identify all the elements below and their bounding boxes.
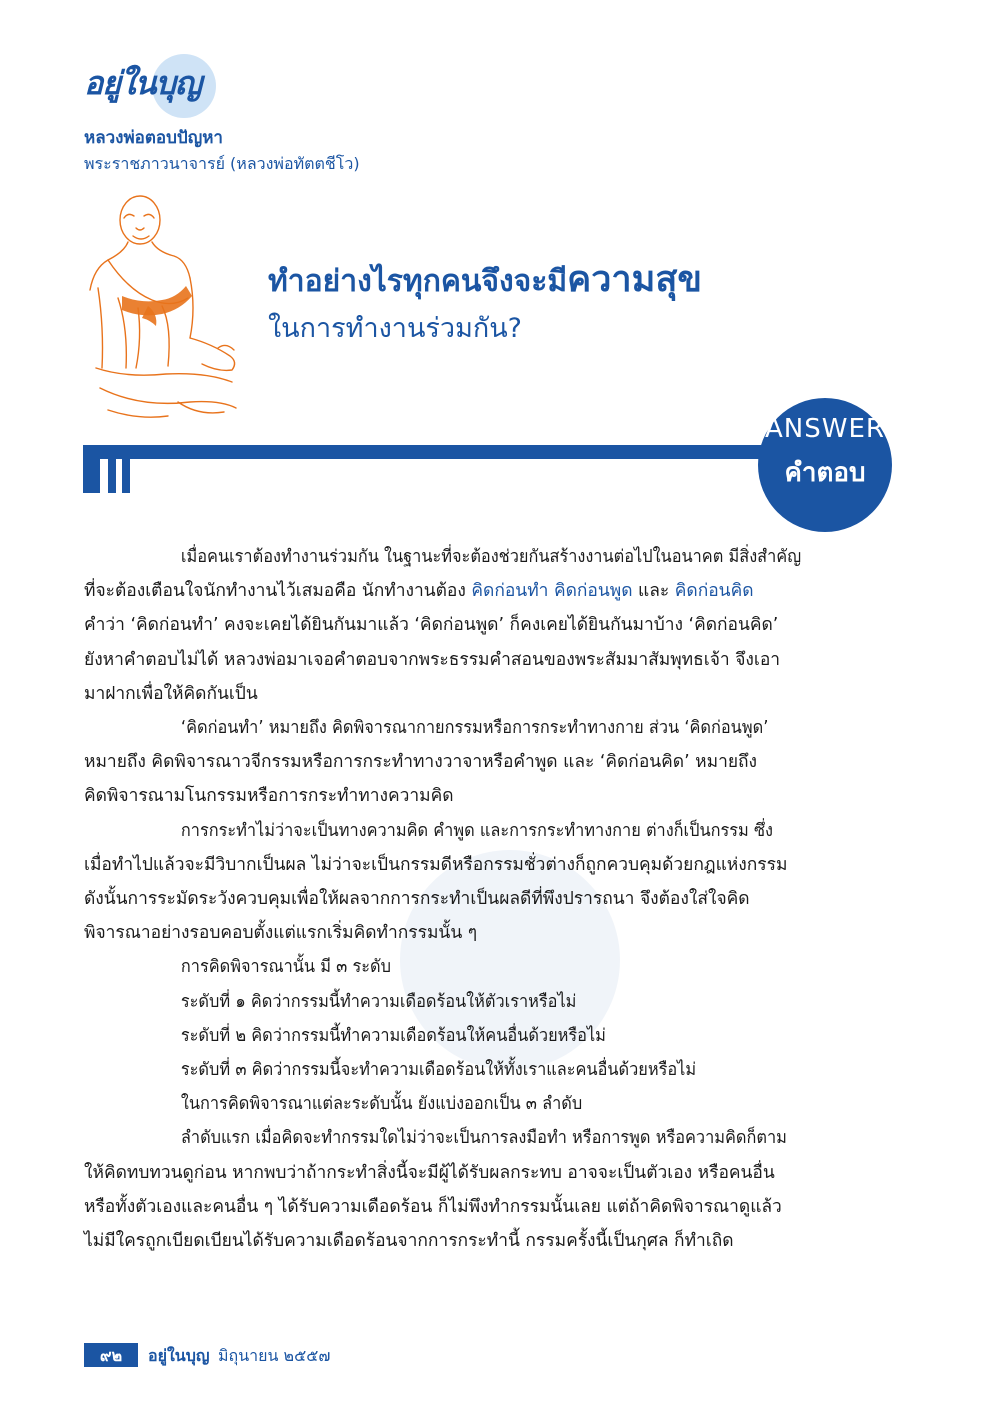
divider-tab [108,459,116,493]
paragraph [84,1121,892,1155]
text-line: ลำดับแรก เมื่อคิดจะทำกรรมใดไม่ว่าจะเป็นการลงมือทำ หรือการพูด หรือความคิดก็ตาม [180,1128,787,1149]
text-run: ที่จะต้องเตือนใจนักทำงานไว้เสมอคือ นักทำงานต้อง [84,581,472,602]
text-line: หมายถึง คิดพิจารณาวจีกรรมหรือการกระทำทางวาจาหรือคำพูด และ ‘คิดก่อนคิด’ หมายถึง [84,752,758,773]
paragraph [84,1087,892,1121]
magazine-logo [82,52,222,122]
divider-tab [122,459,130,493]
paragraph [84,1156,892,1259]
logo-text: อยู่ในบุญ [84,64,202,102]
footer-issue-date: มิถุนายน ๒๕๕๗ [218,1346,331,1365]
answer-badge-english: ANSWER [765,414,885,444]
headline-emphasis: ความสุข [567,259,702,300]
paragraph [84,711,892,745]
paragraph [84,950,892,984]
paragraph [84,540,892,574]
paragraph [84,814,892,848]
text-line: ดังนั้นการระมัดระวังควบคุมเพื่อให้ผลจากการกระทำเป็นผลดีที่พึงปรารถนา จึงต้องใส่ใจคิด [84,889,750,910]
highlight-think-before-speak: คิดก่อนพูด [553,581,633,602]
text-line: ในการคิดพิจารณาแต่ละระดับนั้น ยังแบ่งออกเป็น ๓ ลำดับ [180,1094,583,1115]
section-title: หลวงพ่อตอบปัญหา [84,128,223,148]
section-author: พระราชภาวนาจารย์ (หลวงพ่อทัตตชีโว) [84,154,360,173]
answer-divider-bar [100,445,780,459]
text-line: เมื่อคนเราต้องทำงานร่วมกัน ในฐานะที่จะต้องช่วยกันสร้างงานต่อไปในอนาคต มีสิ่งสำคัญ [180,547,802,567]
text-line: เมื่อทำไปแล้วจะมีวิบากเป็นผล ไม่ว่าจะเป็นกรรมดีหรือกรรมชั่วต่างก็ถูกควบคุมด้วยกฎแห่งกรรม [84,854,788,875]
article-body [84,540,892,1258]
highlight-think-before-act: คิดก่อนทำ [471,581,549,602]
text-line: พิจารณาอย่างรอบคอบตั้งแต่แรกเริ่มคิดทำกรรมนั้น ๆ [84,923,478,944]
answer-badge-thai: คำตอบ [784,458,866,488]
text-line: ระดับที่ ๑ คิดว่ากรรมนี้ทำความเดือดร้อนให้ตัวเราหรือไม่ [180,991,577,1012]
text-line: การคิดพิจารณานั้น มี ๓ ระดับ [180,957,391,978]
text-line: การกระทำไม่ว่าจะเป็นทางความคิด คำพูด และการกระทำทางกาย ต่างก็เป็นกรรม ซึ่ง [180,820,774,841]
question-headline-line1 [268,250,702,307]
headline-prefix: ทำอย่างไรทุกคนจึงจะมี [268,264,568,299]
monk-sketch-illustration [78,188,248,428]
text-line: ไม่มีใครถูกเบียดเบียนได้รับความเดือดร้อนจากการกระทำนี้ กรรมครั้งนี้เป็นกุศล ก็ทำเถิด [84,1231,734,1252]
text-line: คำว่า ‘คิดก่อนทำ’ คงจะเคยได้ยินกันมาแล้ว ‘คิดก่อนพูด’ ก็คงเคยได้ยินกันมาบ้าง ‘คิดก่อนคิด’ [84,615,779,636]
text-line: หรือทั้งตัวเองและคนอื่น ๆ ได้รับความเดือดร้อน ก็ไม่พึงทำกรรมนั้นเลย แต่ถ้าคิดพิจารณาดูแล้ว [84,1196,782,1217]
footer-magazine-title: อยู่ในบุญ [148,1346,210,1365]
list-item [84,1053,892,1087]
paragraph [84,574,892,711]
text-line: ยังหาคำตอบไม่ได้ หลวงพ่อมาเจอคำตอบจากพระธรรมคำสอนของพระสัมมาสัมพุทธเจ้า จึงเอา [84,649,781,670]
question-headline-line2: ในการทำงานร่วมกัน? [268,313,523,344]
page-number: ๙๒ [99,1346,123,1365]
text-run: และ [632,581,675,602]
text-line: คิดพิจารณามโนกรรมหรือการกระทำทางความคิด [84,786,454,807]
highlight-think-before-think: คิดก่อนคิด [674,581,754,602]
text-line: มาฝากเพื่อให้คิดกันเป็น [84,683,258,704]
divider-tab [83,445,100,493]
list-item [84,1019,892,1053]
list-item [84,985,892,1019]
text-line: ให้คิดทบทวนดูก่อน หากพบว่าถ้ากระทำสิ่งนี้จะมีผู้ได้รับผลกระทบ อาจจะเป็นตัวเอง หรือคนอื่น [84,1162,775,1183]
text-line [84,574,892,608]
paragraph [84,848,892,951]
text-line: ระดับที่ ๒ คิดว่ากรรมนี้ทำความเดือดร้อนให้คนอื่นด้วยหรือไม่ [180,1025,606,1046]
paragraph [84,745,892,813]
text-line: ระดับที่ ๓ คิดว่ากรรมนี้จะทำความเดือดร้อนให้ทั้งเราและคนอื่นด้วยหรือไม่ [180,1060,697,1081]
text-line: ‘คิดก่อนทำ’ หมายถึง คิดพิจารณากายกรรมหรือการกระทำทางกาย ส่วน ‘คิดก่อนพูด’ [180,718,769,739]
